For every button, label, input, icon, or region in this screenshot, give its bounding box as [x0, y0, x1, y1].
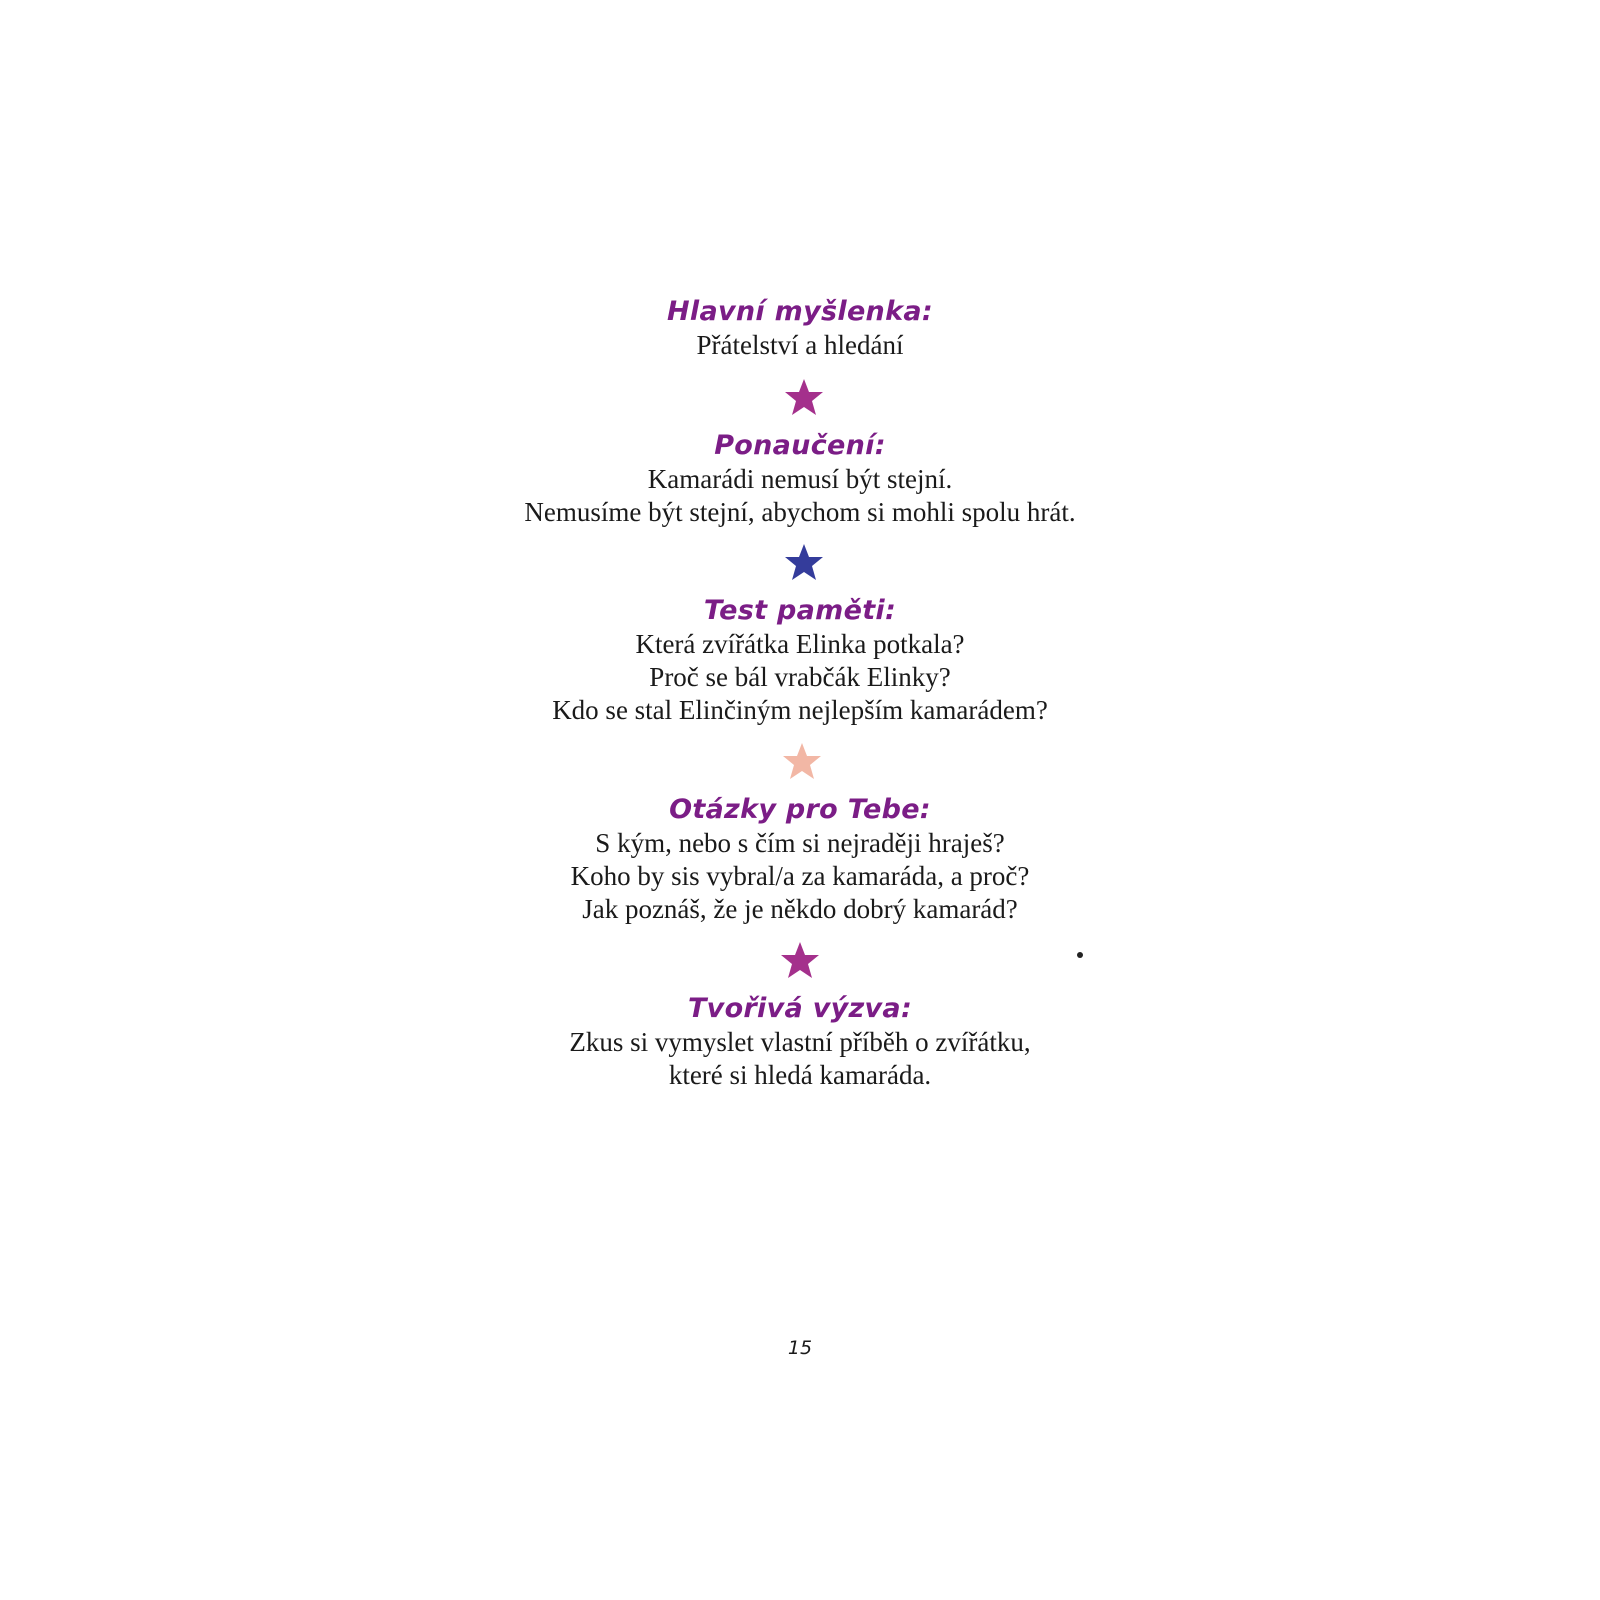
heading-main-idea: Hlavní myšlenka: — [667, 296, 933, 327]
main-idea-line-1: Přátelství a hledání — [696, 330, 904, 360]
star-icon — [784, 542, 824, 582]
page-number: 15 — [787, 1337, 813, 1359]
lesson-line-1: Kamarádi nemusí být stejní. — [647, 464, 953, 494]
memory-test-line-2: Proč se bál vrabčák Elinky? — [649, 662, 951, 692]
creative-line-2: které si hledá kamaráda. — [668, 1060, 932, 1090]
questions-line-2: Koho by sis vybral/a za kamaráda, a proč? — [570, 861, 1030, 891]
creative-line-1: Zkus si vymyslet vlastní příběh o zvířátku, — [569, 1027, 1031, 1057]
memory-test-line-1: Která zvířátka Elinka potkala? — [635, 629, 965, 659]
star-icon — [780, 940, 820, 980]
heading-questions-for-you: Otázky pro Tebe: — [669, 794, 931, 825]
questions-line-3: Jak poznáš, že je někdo dobrý kamarád? — [582, 894, 1018, 924]
heading-memory-test: Test paměti: — [703, 595, 897, 626]
star-icon — [784, 377, 824, 417]
stray-dot — [1077, 952, 1083, 958]
questions-line-1: S kým, nebo s čím si nejraději hraješ? — [595, 828, 1005, 858]
memory-test-line-3: Kdo se stal Elinčiným nejlepším kamarádem? — [552, 695, 1048, 725]
heading-creative-challenge: Tvořivá výzva: — [687, 993, 913, 1024]
lesson-line-2: Nemusíme být stejní, abychom si mohli spolu hrát. — [524, 497, 1076, 527]
star-icon — [782, 741, 822, 781]
heading-lesson: Ponaučení: — [714, 430, 886, 461]
